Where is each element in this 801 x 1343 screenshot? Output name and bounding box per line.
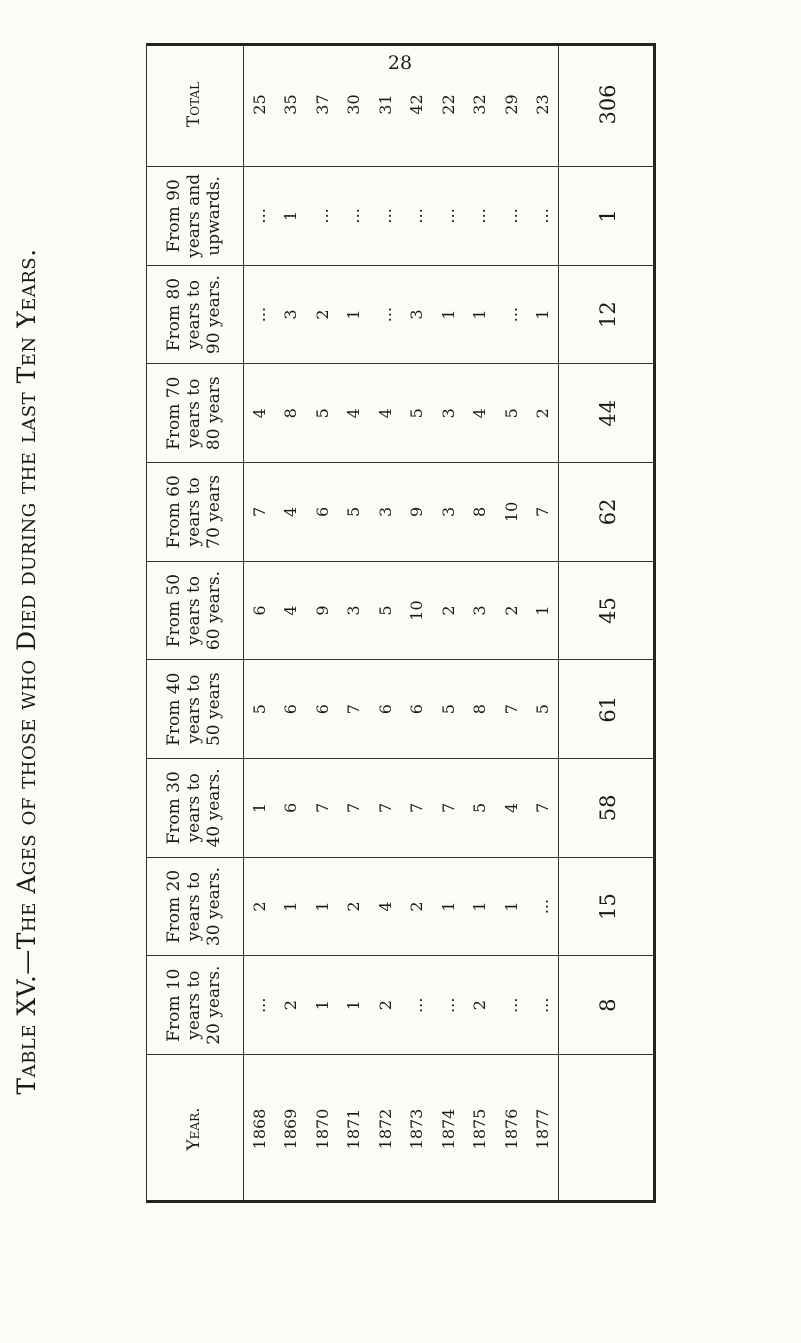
year-row [307,43,338,1203]
row-total-cell: 37 [312,94,332,115]
death-count-cell: 7 [527,463,559,562]
age-group-header: From 10 years to 20 years. [146,956,243,1055]
death-count-cell: 1 [464,857,495,956]
header-row [146,43,243,1203]
death-count-cell: 9 [401,463,432,562]
death-count-cell: 4 [464,364,495,463]
row-total-cell: 30 [344,94,364,115]
death-count-cell: 1 [338,956,369,1055]
column-total-cell: 45 [559,561,656,660]
table-title: Table XV.—The Ages of those who Died during the last Ten Years. [12,248,41,1095]
year-row [338,43,369,1203]
death-count-cell: 6 [275,759,306,858]
death-count-cell: 6 [307,660,338,759]
row-total-cell: 42 [407,94,427,115]
column-total-cell: 12 [559,265,656,364]
death-count-cell: 1 [495,857,526,956]
totals-label-cell [559,1055,656,1204]
column-total-cell: 44 [559,364,656,463]
ages-of-deaths-table [146,43,656,1203]
year-row [369,43,400,1203]
year-cell: 1877 [527,1055,559,1204]
grand-total-cell: 306 [559,43,656,167]
death-count-cell: 5 [527,660,559,759]
death-count-cell: 1 [275,857,306,956]
death-count-cell: ... [527,167,559,266]
year-header: Year. [146,1055,243,1204]
death-count-cell: ... [369,167,400,266]
death-count-cell: 2 [495,561,526,660]
death-count-cell: 1 [432,857,463,956]
death-count-cell: 4 [275,561,306,660]
age-group-header: From 30 years to 40 years. [146,759,243,858]
death-count-cell: 3 [432,463,463,562]
column-total-cell: 62 [559,463,656,562]
death-count-cell: ... [495,167,526,266]
death-count-cell: 3 [275,265,306,364]
death-count-cell: 3 [464,561,495,660]
death-count-cell: 1 [275,167,306,266]
page-number: 28 [387,52,413,74]
death-count-cell: 7 [369,759,400,858]
year-row [432,43,463,1203]
death-count-cell: 1 [307,857,338,956]
death-count-cell: ... [432,167,463,266]
year-cell: 1870 [307,1055,338,1204]
death-count-cell: 4 [369,857,400,956]
age-group-header: From 80 years to 90 years. [146,265,243,364]
row-total-cell: 23 [533,94,553,115]
death-count-cell: 5 [495,364,526,463]
death-count-cell: 6 [243,561,275,660]
age-group-header: From 60 years to 70 years [146,463,243,562]
death-count-cell: 2 [307,265,338,364]
column-total-cell: 1 [559,167,656,266]
total-header: Total [146,43,243,167]
death-count-cell: 8 [275,364,306,463]
death-count-cell: 5 [369,561,400,660]
death-count-cell: 7 [307,759,338,858]
death-count-cell: 1 [432,265,463,364]
row-total-cell: 31 [375,94,395,115]
death-count-cell: 7 [401,759,432,858]
death-count-cell: 2 [527,364,559,463]
death-count-cell: ... [243,265,275,364]
age-group-header: From 50 years to 60 years. [146,561,243,660]
year-row [243,43,275,1203]
death-count-cell: 5 [243,660,275,759]
death-count-cell: 8 [464,463,495,562]
death-count-cell: 2 [243,857,275,956]
death-count-cell: 9 [307,561,338,660]
death-count-cell: 10 [401,561,432,660]
death-count-cell: 1 [338,265,369,364]
death-count-cell: 3 [401,265,432,364]
column-total-cell: 8 [559,956,656,1055]
death-count-cell: 1 [464,265,495,364]
death-count-cell: 2 [275,956,306,1055]
totals-row [559,43,656,1203]
death-count-cell: 6 [275,660,306,759]
death-count-cell: 5 [307,364,338,463]
death-count-cell: 3 [338,561,369,660]
death-count-cell: 5 [464,759,495,858]
age-group-header: From 40 years to 50 years [146,660,243,759]
death-count-cell: ... [495,265,526,364]
death-count-cell: ... [338,167,369,266]
death-count-cell: 5 [338,463,369,562]
year-cell: 1871 [338,1055,369,1204]
column-total-cell: 61 [559,660,656,759]
death-count-cell: 7 [495,660,526,759]
death-count-cell: ... [527,857,559,956]
row-total-cell: 35 [281,94,301,115]
year-cell: 1869 [275,1055,306,1204]
death-count-cell: 7 [432,759,463,858]
death-count-cell: 5 [401,364,432,463]
year-cell: 1873 [401,1055,432,1204]
death-count-cell: 4 [369,364,400,463]
death-count-cell: ... [243,167,275,266]
age-group-header: From 70 years to 80 years [146,364,243,463]
year-cell: 1876 [495,1055,526,1204]
death-count-cell: 7 [338,660,369,759]
death-count-cell: 4 [495,759,526,858]
death-count-cell: 6 [307,463,338,562]
year-cell: 1874 [432,1055,463,1204]
death-count-cell: 2 [432,561,463,660]
year-row [495,43,526,1203]
death-count-cell: ... [495,956,526,1055]
year-row [275,43,306,1203]
row-total-cell: 29 [501,94,521,115]
death-count-cell: 2 [401,857,432,956]
death-count-cell: 2 [464,956,495,1055]
year-cell: 1868 [243,1055,275,1204]
death-count-cell: ... [464,167,495,266]
death-count-cell: 10 [495,463,526,562]
death-count-cell: 8 [464,660,495,759]
death-count-cell: ... [243,956,275,1055]
death-count-cell: ... [401,956,432,1055]
death-count-cell: 5 [432,660,463,759]
column-total-cell: 58 [559,759,656,858]
death-count-cell: 1 [307,956,338,1055]
death-count-cell: 4 [243,364,275,463]
death-count-cell: 7 [243,463,275,562]
death-count-cell: 6 [401,660,432,759]
column-total-cell: 15 [559,857,656,956]
year-row [464,43,495,1203]
death-count-cell: 3 [369,463,400,562]
year-cell: 1872 [369,1055,400,1204]
death-count-cell: 1 [243,759,275,858]
death-count-cell: 7 [527,759,559,858]
year-row [527,43,559,1203]
death-count-cell: ... [527,956,559,1055]
death-count-cell: 2 [369,956,400,1055]
death-count-cell: 4 [275,463,306,562]
row-total-cell: 25 [249,94,269,115]
death-count-cell: ... [369,265,400,364]
death-count-cell: 4 [338,364,369,463]
death-count-cell: 3 [432,364,463,463]
year-cell: 1875 [464,1055,495,1204]
death-count-cell: 7 [338,759,369,858]
death-count-cell: ... [401,167,432,266]
age-group-header: From 20 years to 30 years. [146,857,243,956]
row-total-cell: 22 [438,94,458,115]
age-group-header: From 90 years and upwards. [146,167,243,266]
death-count-cell: 6 [369,660,400,759]
row-total-cell: 32 [470,94,490,115]
death-count-cell: 1 [527,561,559,660]
death-count-cell: ... [432,956,463,1055]
death-count-cell: 1 [527,265,559,364]
year-row [401,43,432,1203]
death-count-cell: 2 [338,857,369,956]
death-count-cell: ... [307,167,338,266]
